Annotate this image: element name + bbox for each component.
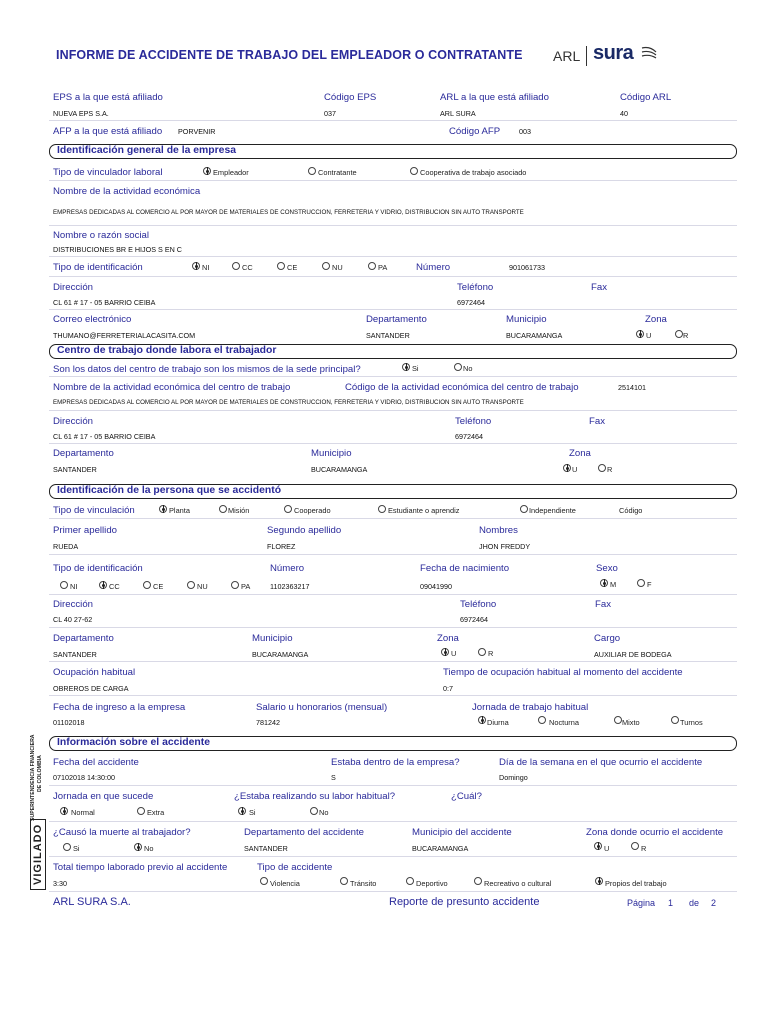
section-accidente: [49, 736, 737, 751]
eps-label: EPS a la que está afiliado: [53, 92, 163, 103]
salario-value: 781242: [256, 718, 280, 727]
opt-cooperativa: Cooperativa de trabajo asociado: [420, 168, 527, 177]
persona-municipio-label: Municipio: [252, 633, 293, 644]
radio-p-ce[interactable]: [143, 581, 151, 589]
centro-codigo-act-value: 2514101: [618, 383, 646, 392]
radio-mixto[interactable]: [614, 716, 622, 724]
empresa-numero-label: Número: [416, 262, 451, 273]
footer-total: 2: [711, 898, 717, 908]
municipio-accidente-value: BUCARAMANGA: [412, 844, 469, 853]
radio-p-pa[interactable]: [231, 581, 239, 589]
tipo-accidente-label: Tipo de accidente: [257, 862, 333, 873]
cod-afp-value: 003: [519, 127, 531, 136]
opt-p-nu: NU: [197, 582, 208, 591]
opt-habitual-no: No: [319, 808, 329, 817]
radio-extra[interactable]: [137, 807, 145, 815]
divider: [49, 661, 737, 662]
opt-p-zona-u: U: [451, 649, 457, 658]
opt-empleador: Empleador: [213, 168, 249, 177]
empresa-tipo-vinc-label: Tipo de vinculador laboral: [53, 167, 163, 178]
radio-cc[interactable]: [232, 262, 240, 270]
opt-centro-zona-r: R: [607, 465, 613, 474]
centro-fax-label: Fax: [589, 416, 605, 427]
divider: [49, 376, 737, 377]
centro-municipio-label: Municipio: [311, 448, 352, 459]
muerte-label: ¿Causó la muerte al trabajador?: [53, 827, 191, 838]
divider: [49, 518, 737, 519]
opt-centro-zona-u: U: [572, 465, 578, 474]
opt-propios: Propios del trabajo: [605, 879, 667, 888]
correo-value: THUMANO@FERRETERIALACASITA.COM: [53, 331, 196, 340]
divider: [49, 410, 737, 411]
radio-pa[interactable]: [368, 262, 376, 270]
correo-label: Correo electrónico: [53, 314, 132, 325]
opt-mixto: Mixto: [622, 718, 640, 727]
depto-accidente-value: SANTANDER: [244, 844, 288, 853]
opt-planta: Planta: [169, 506, 190, 515]
cual-label: ¿Cuál?: [451, 791, 482, 802]
divider: [49, 594, 737, 595]
section-empresa: [49, 144, 737, 159]
radio-a-zona-r[interactable]: [631, 842, 639, 850]
radio-turnos[interactable]: [671, 716, 679, 724]
empresa-municipio-label: Municipio: [506, 314, 547, 325]
centro-depto-label: Departamento: [53, 448, 114, 459]
ingreso-value: 01102018: [53, 718, 85, 727]
razon-label: Nombre o razón social: [53, 230, 149, 241]
empresa-tipo-id-label: Tipo de identificación: [53, 262, 143, 273]
cod-afp-label: Código AFP: [449, 126, 501, 137]
tiempo-ocupacion-label: Tiempo de ocupación habitual al momento del accidente: [443, 667, 683, 678]
footer-pagina-label: Página: [627, 898, 656, 908]
radio-ce[interactable]: [277, 262, 285, 270]
centro-direccion-label: Dirección: [53, 416, 93, 427]
sexo-label: Sexo: [596, 563, 618, 574]
persona-depto-label: Departamento: [53, 633, 114, 644]
persona-depto-value: SANTANDER: [53, 650, 97, 659]
empresa-actividad-value: EMPRESAS DEDICADAS AL COMERCIO AL POR MAYOR DE MATERIALES DE CONSTRUCCION, FERRETERIA Y VIDRIO, DISTRIBUCION SIN AUTO TRANSPORTE: [53, 209, 524, 216]
persona-numero-label: Número: [270, 563, 305, 574]
centro-telefono-label: Teléfono: [455, 416, 492, 427]
cod-eps-value: 037: [324, 109, 336, 118]
arl-label: ARL a la que está afiliado: [440, 92, 549, 103]
radio-propios[interactable]: [595, 877, 603, 885]
divider: [49, 120, 737, 121]
radio-planta[interactable]: [159, 505, 167, 513]
empresa-actividad-label: Nombre de la actividad económica: [53, 186, 201, 197]
dia-value: Domingo: [499, 773, 528, 782]
divider: [49, 443, 737, 444]
radio-nu[interactable]: [322, 262, 330, 270]
opt-p-cc: CC: [109, 582, 120, 591]
radio-diurna[interactable]: [478, 716, 486, 724]
opt-sexo-f: F: [647, 580, 652, 589]
opt-independiente: Independiente: [529, 506, 576, 515]
logo-wings-icon: [640, 44, 660, 64]
radio-violencia[interactable]: [260, 877, 268, 885]
opt-ni: NI: [202, 263, 210, 272]
centro-actividad-value: EMPRESAS DEDICADAS AL COMERCIO AL POR MAYOR DE MATERIALES DE CONSTRUCCION, FERRETERIA Y VIDRIO, DISTRIBUCION SIN AUTO TRANSPORTE: [53, 399, 524, 406]
divider: [49, 821, 737, 822]
footer-company: ARL SURA S.A.: [53, 896, 131, 908]
footer-de-label: de: [689, 898, 700, 908]
radio-muerte-no[interactable]: [134, 843, 142, 851]
persona-direccion-label: Dirección: [53, 599, 93, 610]
persona-zona-label: Zona: [437, 633, 459, 644]
opt-ce: CE: [287, 263, 298, 272]
tiempo-ocupacion-value: 0:7: [443, 684, 453, 693]
cod-eps-label: Código EPS: [324, 92, 377, 103]
jornada-habitual-label: Jornada de trabajo habitual: [472, 702, 589, 713]
radio-empleador[interactable]: [203, 167, 211, 175]
centro-municipio-value: BUCARAMANGA: [311, 465, 368, 474]
radio-estudiante[interactable]: [378, 505, 386, 513]
radio-cooperativa[interactable]: [410, 167, 418, 175]
opt-p-zona-r: R: [488, 649, 494, 658]
tiempo-previo-label: Total tiempo laborado previo al accidente: [53, 862, 228, 873]
opt-sexo-m: M: [610, 580, 617, 589]
radio-deportivo[interactable]: [406, 877, 414, 885]
nacimiento-value: 09041990: [420, 582, 452, 591]
logo-arl-text: ARL: [553, 48, 581, 64]
nombres-label: Nombres: [479, 525, 518, 536]
opt-nocturna: Nocturna: [549, 718, 579, 727]
divider: [49, 554, 737, 555]
opt-habitual-si: Si: [249, 808, 256, 817]
persona-tipo-vinc-label: Tipo de vinculación: [53, 505, 135, 516]
empresa-direccion-label: Dirección: [53, 282, 93, 293]
arl-value: ARL SURA: [440, 109, 476, 118]
opt-p-ce: CE: [153, 582, 164, 591]
ocupacion-value: OBREROS DE CARGA: [53, 684, 129, 693]
centro-telefono-value: 6972464: [455, 432, 483, 441]
empresa-municipio-value: BUCARAMANGA: [506, 331, 563, 340]
section-centro-title: Centro de trabajo donde labora el trabajador: [57, 345, 277, 356]
radio-sexo-f[interactable]: [637, 579, 645, 587]
municipio-accidente-label: Municipio del accidente: [412, 827, 512, 838]
opt-p-pa: PA: [241, 582, 251, 591]
opt-transito: Tránsito: [350, 879, 377, 888]
section-persona: [49, 484, 737, 499]
empresa-zona-label: Zona: [645, 314, 667, 325]
opt-a-zona-r: R: [641, 844, 647, 853]
radio-mismos-no[interactable]: [454, 363, 462, 371]
opt-cc: CC: [242, 263, 253, 272]
opt-mismos-no: No: [463, 364, 473, 373]
divider: [49, 225, 737, 226]
divider: [49, 627, 737, 628]
centro-zona-label: Zona: [569, 448, 591, 459]
salario-label: Salario u honorarios (mensual): [256, 702, 388, 713]
opt-zona-r: R: [683, 331, 689, 340]
eps-value: NUEVA EPS S.A.: [53, 109, 109, 118]
radio-nocturna[interactable]: [538, 716, 546, 724]
afp-value: PORVENIR: [178, 127, 216, 136]
footer-pagina: 1: [668, 898, 674, 908]
persona-direccion-value: CL 40 27-62: [53, 615, 93, 624]
empresa-depto-label: Departamento: [366, 314, 427, 325]
cargo-label: Cargo: [594, 633, 621, 644]
empresa-telefono-label: Teléfono: [457, 282, 494, 293]
empresa-depto-value: SANTANDER: [366, 331, 410, 340]
opt-estudiante: Estudiante o aprendiz: [388, 506, 460, 515]
radio-a-zona-u[interactable]: [594, 842, 602, 850]
radio-transito[interactable]: [340, 877, 348, 885]
logo-divider: [586, 46, 587, 66]
radio-habitual-si[interactable]: [238, 807, 246, 815]
vigilado-stamp: VIGILADO: [30, 819, 46, 890]
logo-sura-text: sura: [593, 42, 634, 64]
divider: [49, 309, 737, 310]
divider: [49, 276, 737, 277]
opt-extra: Extra: [147, 808, 165, 817]
empresa-numero-value: 901061733: [509, 263, 545, 272]
centro-mismos-label: Son los datos del centro de trabajo son los mismos de la sede principal?: [53, 364, 361, 375]
radio-p-zona-u[interactable]: [441, 648, 449, 656]
opt-muerte-si: Si: [73, 844, 80, 853]
radio-ni[interactable]: [192, 262, 200, 270]
radio-normal[interactable]: [60, 807, 68, 815]
cargo-value: AUXILIAR DE BODEGA: [594, 650, 672, 659]
divider: [49, 180, 737, 181]
divider: [49, 891, 737, 892]
dentro-value: S: [331, 773, 336, 782]
nacimiento-label: Fecha de nacimiento: [420, 563, 510, 574]
page-title: INFORME DE ACCIDENTE DE TRABAJO DEL EMPLEADOR O CONTRATANTE: [56, 48, 523, 62]
primer-apellido-value: RUEDA: [53, 542, 79, 551]
superintendencia-text: SUPERINTENDENCIA FINANCIERA: [30, 734, 36, 821]
colombia-text: DE COLOMBIA: [37, 755, 43, 792]
section-persona-title: Identificación de la persona que se accidentó: [57, 485, 282, 496]
section-accidente-title: Información sobre el accidente: [57, 737, 211, 748]
persona-codigo-label: Código: [619, 506, 643, 515]
radio-zona-u[interactable]: [636, 330, 644, 338]
opt-nu: NU: [332, 263, 343, 272]
section-empresa-title: Identificación general de la empresa: [57, 145, 237, 156]
divider: [49, 785, 737, 786]
persona-municipio-value: BUCARAMANGA: [252, 650, 309, 659]
opt-mismos-si: Si: [412, 364, 419, 373]
radio-habitual-no[interactable]: [310, 807, 318, 815]
afp-label: AFP a la que está afiliado: [53, 126, 163, 137]
opt-zona-u: U: [646, 331, 652, 340]
radio-muerte-si[interactable]: [63, 843, 71, 851]
opt-a-zona-u: U: [604, 844, 610, 853]
footer-report: Reporte de presunto accidente: [389, 896, 540, 908]
cod-arl-value: 40: [620, 109, 628, 118]
nombres-value: JHON FREDDY: [479, 542, 531, 551]
radio-recreativo[interactable]: [474, 877, 482, 885]
opt-violencia: Violencia: [270, 879, 300, 888]
opt-p-ni: NI: [70, 582, 78, 591]
tiempo-previo-value: 3:30: [53, 879, 67, 888]
divider: [49, 695, 737, 696]
persona-telefono-label: Teléfono: [460, 599, 497, 610]
primer-apellido-label: Primer apellido: [53, 525, 117, 536]
opt-mision: Misión: [228, 506, 250, 515]
opt-cooperado: Cooperado: [294, 506, 331, 515]
habitual-label: ¿Estaba realizando su labor habitual?: [234, 791, 396, 802]
centro-direccion-value: CL 61 # 17 - 05 BARRIO CEIBA: [53, 432, 156, 441]
radio-p-nu[interactable]: [187, 581, 195, 589]
centro-depto-value: SANTANDER: [53, 465, 97, 474]
radio-independiente[interactable]: [520, 505, 528, 513]
radio-contratante[interactable]: [308, 167, 316, 175]
centro-actividad-label: Nombre de la actividad económica del centro de trabajo: [53, 382, 291, 393]
radio-p-cc[interactable]: [99, 581, 107, 589]
persona-telefono-value: 6972464: [460, 615, 488, 624]
radio-sexo-m[interactable]: [600, 579, 608, 587]
opt-turnos: Turnos: [680, 718, 703, 727]
radio-mision[interactable]: [219, 505, 227, 513]
empresa-direccion-value: CL 61 # 17 - 05 BARRIO CEIBA: [53, 298, 156, 307]
jornada-sucede-label: Jornada en que sucede: [53, 791, 154, 802]
divider: [49, 856, 737, 857]
opt-recreativo: Recreativo o cultural: [484, 879, 552, 888]
section-centro: [49, 344, 737, 359]
radio-cooperado[interactable]: [284, 505, 292, 513]
radio-mismos-si[interactable]: [402, 363, 410, 371]
cod-arl-label: Código ARL: [620, 92, 672, 103]
persona-fax-label: Fax: [595, 599, 611, 610]
zona-accidente-label: Zona donde ocurrio el accidente: [586, 827, 724, 838]
opt-diurna: Diurna: [487, 718, 509, 727]
opt-normal: Normal: [71, 808, 95, 817]
dia-label: Día de la semana en el que ocurrio el accidente: [499, 757, 703, 768]
ocupacion-label: Ocupación habitual: [53, 667, 136, 678]
ingreso-label: Fecha de ingreso a la empresa: [53, 702, 186, 713]
opt-muerte-no: No: [144, 844, 154, 853]
segundo-apellido-label: Segundo apellido: [267, 525, 342, 536]
radio-p-ni[interactable]: [60, 581, 68, 589]
segundo-apellido-value: FLOREZ: [267, 542, 296, 551]
radio-centro-zona-u[interactable]: [563, 464, 571, 472]
fecha-accidente-value: 07102018 14:30:00: [53, 773, 115, 782]
centro-codigo-act-label: Código de la actividad económica del centro de trabajo: [345, 382, 579, 393]
razon-value: DISTRIBUCIONES BR E HIJOS S EN C: [53, 245, 182, 254]
empresa-telefono-value: 6972464: [457, 298, 485, 307]
radio-zona-r[interactable]: [675, 330, 683, 338]
radio-p-zona-r[interactable]: [478, 648, 486, 656]
fecha-accidente-label: Fecha del accidente: [53, 757, 139, 768]
dentro-label: Estaba dentro de la empresa?: [331, 757, 460, 768]
persona-numero-value: 1102363217: [270, 582, 310, 591]
empresa-fax-label: Fax: [591, 282, 607, 293]
radio-centro-zona-r[interactable]: [598, 464, 606, 472]
opt-contratante: Contratante: [318, 168, 357, 177]
divider: [49, 256, 737, 257]
opt-pa: PA: [378, 263, 388, 272]
depto-accidente-label: Departamento del accidente: [244, 827, 364, 838]
persona-tipo-id-label: Tipo de identificación: [53, 563, 143, 574]
opt-deportivo: Deportivo: [416, 879, 448, 888]
